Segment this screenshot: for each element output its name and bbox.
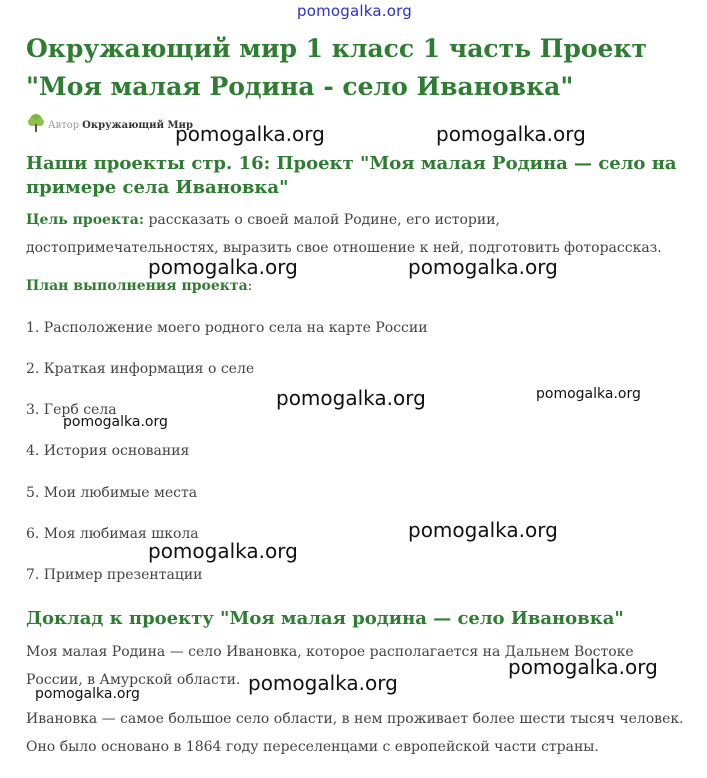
- goal-paragraph: [26, 206, 686, 262]
- section-title-report: Доклад к проекту "Моя малая родина — село Ивановка": [26, 608, 624, 629]
- plan-item: 2. Краткая информация о селе: [26, 361, 255, 377]
- author-label: Автор: [48, 119, 80, 131]
- page-title: Окружающий мир 1 класс 1 часть Проект "Моя малая Родина - село Ивановка": [26, 34, 647, 101]
- section-title-projects: Наши проекты стр. 16: Проект "Моя малая Родина — село на примере села Ивановка": [26, 153, 677, 198]
- watermark: pomogalka.org: [35, 686, 140, 702]
- watermark: pomogalka.org: [63, 414, 168, 430]
- report-paragraph: Моя малая Родина — село Ивановка, которое располагается на Дальнем Востоке России, в Амурской области.: [26, 644, 634, 688]
- watermark: pomogalka.org: [248, 671, 398, 695]
- plan-item: 6. Моя любимая школа: [26, 526, 199, 542]
- watermark-top: pomogalka.org: [297, 2, 412, 20]
- watermark: pomogalka.org: [148, 539, 298, 563]
- plan-item: 7. Пример презентации: [26, 567, 203, 583]
- plan-item: 3. Герб села: [26, 402, 117, 418]
- watermark: pomogalka.org: [408, 255, 558, 279]
- plan-item: 1. Расположение моего родного села на карте России: [26, 320, 428, 336]
- watermark: pomogalka.org: [408, 518, 558, 542]
- watermark: pomogalka.org: [148, 255, 298, 279]
- watermark: pomogalka.org: [276, 386, 426, 410]
- plan-item: 4. История основания: [26, 443, 190, 459]
- report-paragraph: Ивановка — самое большое село области, в нем проживает более шести тысяч человек. Оно было основано в 1864 году переселенцами с европейской части страны.: [26, 711, 684, 755]
- goal-label: Цель проекта:: [26, 212, 144, 228]
- plan-label: План выполнения проекта:: [26, 278, 253, 294]
- tree-icon: [26, 113, 46, 137]
- watermark: pomogalka.org: [508, 655, 658, 679]
- watermark: pomogalka.org: [536, 386, 641, 402]
- watermark: pomogalka.org: [175, 122, 325, 146]
- watermark: pomogalka.org: [436, 122, 586, 146]
- author-line: [26, 113, 193, 137]
- author-name[interactable]: Окружающий Мир: [82, 119, 193, 131]
- plan-item: 5. Мои любимые места: [26, 485, 198, 501]
- goal-text: рассказать о своей малой Родине, его истории, достопримечательностях, выразить свое отношение к ней, подготовить фоторассказ.: [26, 212, 662, 256]
